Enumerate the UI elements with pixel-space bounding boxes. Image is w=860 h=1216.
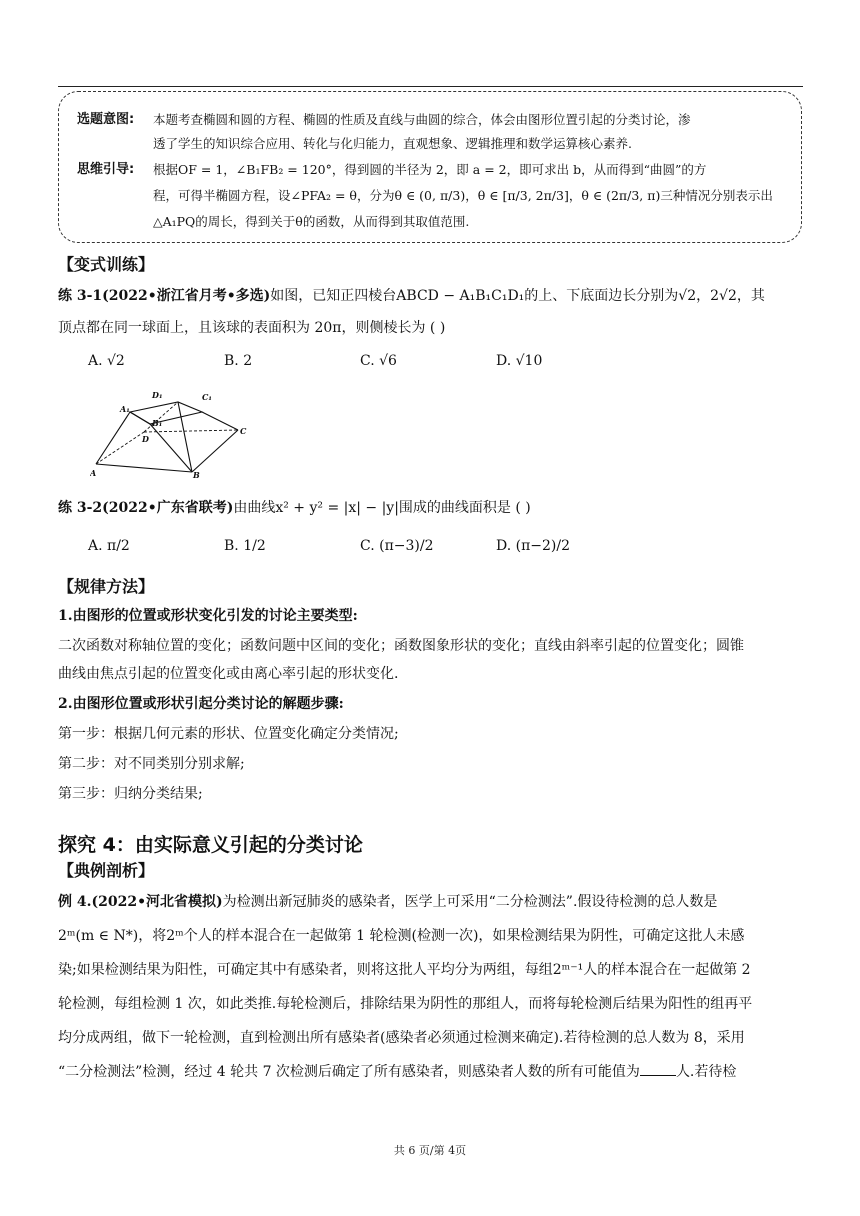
label-c: C bbox=[240, 426, 247, 436]
intent-key: 选题意图: bbox=[77, 112, 135, 127]
rule-heading-1: 1.由图形的位置或形状变化引发的讨论主要类型: bbox=[58, 608, 358, 624]
guide-line-3: △A₁PQ的周长，得到关于θ的函数，从而得到其取值范围. bbox=[153, 214, 470, 229]
rule-step-2: 第二步：对不同类别分别求解; bbox=[58, 756, 245, 772]
example-4-line-6 bbox=[58, 1062, 802, 1082]
example-4-line-1 bbox=[58, 892, 802, 912]
exercise-3-2-text: 由曲线x² + y² = |x| − |y|围成的曲线面积是 ( ) bbox=[233, 500, 531, 516]
label-a1: A₁ bbox=[120, 404, 130, 414]
intent-line-1: 本题考查椭圆和圆的方程、椭圆的性质及直线与曲圆的综合，体会由图形位置引起的分类讨论，渗 bbox=[153, 112, 691, 127]
section-variant-training: 【变式训练】 bbox=[58, 255, 155, 274]
page-footer: 共 6 页/第 4页 bbox=[393, 1144, 467, 1157]
exercise-3-2-line bbox=[58, 498, 802, 518]
example-4-text-6b: 人.若待检 bbox=[675, 1064, 737, 1080]
edge-aa1 bbox=[96, 412, 130, 464]
exercise-3-2-label: 练 3-2(2022•广东省联考) bbox=[58, 500, 234, 516]
edge-bc bbox=[192, 430, 238, 472]
frustum-figure bbox=[90, 384, 260, 478]
section-typical-example: 【典例剖析】 bbox=[58, 861, 155, 880]
label-d1: D₁ bbox=[152, 390, 163, 400]
label-b1: B₁ bbox=[152, 418, 163, 428]
option-a: A. √2 bbox=[88, 353, 125, 369]
example-4-text-1: 为检测出新冠肺炎的感染者，医学上可采用“二分检测法”.假设待检测的总人数是 bbox=[222, 894, 718, 910]
option-d: D. √10 bbox=[496, 353, 543, 369]
guide-key: 思维引导: bbox=[77, 162, 135, 177]
label-b: B bbox=[193, 470, 200, 478]
option-c: C. √6 bbox=[360, 353, 397, 369]
exercise-3-1-line-1 bbox=[58, 286, 802, 306]
example-4-line-5: 均分成两组，做下一轮检测，直到检测出所有感染者(感染者必须通过检测来确定).若待检测的总人数为 8，采用 bbox=[58, 1030, 745, 1046]
explore-4-title: 探究 4：由实际意义引起的分类讨论 bbox=[58, 834, 363, 856]
exercise-3-1-line-2: 顶点都在同一球面上，且该球的表面积为 20π，则侧棱长为 ( ) bbox=[58, 320, 446, 336]
rule-heading-2: 2.由图形位置或形状引起分类讨论的解题步骤: bbox=[58, 696, 344, 712]
rule-step-1: 第一步：根据几何元素的形状、位置变化确定分类情况; bbox=[58, 726, 399, 742]
option-a: A. π/2 bbox=[88, 538, 130, 554]
edge-cc1 bbox=[202, 412, 238, 430]
option-b: B. 1/2 bbox=[224, 538, 266, 554]
edge-ab bbox=[96, 464, 192, 472]
example-4-line-4: 轮检测，每组检测 1 次，如此类推.每轮检测后，排除结果为阴性的那组人，而将每轮检测后结果为阳性的组再平 bbox=[58, 996, 753, 1012]
answer-blank bbox=[640, 1063, 676, 1076]
label-d: D bbox=[142, 434, 149, 444]
example-4-text-6a: “二分检测法”检测，经过 4 轮共 7 次检测后确定了所有感染者，则感染者人数的所有可能值为 bbox=[58, 1064, 640, 1080]
rule-paragraph-1a: 二次函数对称轴位置的变化；函数问题中区间的变化；函数图象形状的变化；直线由斜率引起的位置变化；圆锥 bbox=[58, 638, 744, 654]
edge-bb1 bbox=[178, 402, 192, 472]
option-d: D. (π−2)/2 bbox=[496, 538, 571, 554]
exercise-3-1-text-1: 如图，已知正四棱台ABCD − A₁B₁C₁D₁的上、下底面边长分别为√2，2√2，其 bbox=[270, 288, 765, 304]
edge-a1b1 bbox=[130, 412, 150, 424]
guide-line-1: 根据OF = 1，∠B₁FB₂ = 120°，得到圆的半径为 2，即 a = 2，即可求出 b，从而得到“曲圆”的方 bbox=[153, 162, 707, 177]
header-rule bbox=[58, 86, 803, 87]
label-a: A bbox=[90, 468, 97, 478]
example-4-line-2: 2ᵐ(m ∈ N*)，将2ᵐ个人的样本混合在一起做第 1 轮检测(检测一次)，如果检测结果为阴性，可确定这批人未感 bbox=[58, 928, 745, 944]
top-face bbox=[130, 402, 202, 424]
intent-line-2: 透了学生的知识综合应用、转化与化归能力，直观想象、逻辑推理和数学运算核心素养. bbox=[153, 136, 632, 151]
example-4-label: 例 4.(2022•河北省模拟) bbox=[58, 894, 223, 910]
guide-line-2: 程，可得半椭圆方程，设∠PFA₂ = θ，分为θ ∈ (0, π/3)，θ ∈ [π/3, 2π/3]，θ ∈ (2π/3, π)三种情况分别表示出 bbox=[153, 188, 773, 203]
exercise-3-1-label: 练 3-1(2022•浙江省月考•多选) bbox=[58, 288, 271, 304]
rule-step-3: 第三步：归纳分类结果; bbox=[58, 786, 203, 802]
hidden-edge-ad bbox=[96, 432, 144, 464]
example-4-line-3: 染;如果检测结果为阳性，可确定其中有感染者，则将这批人平均分为两组，每组2ᵐ⁻¹人的样本混合在一起做第 2 bbox=[58, 962, 751, 978]
option-c: C. (π−3)/2 bbox=[360, 538, 434, 554]
hidden-edge-dc bbox=[144, 430, 238, 432]
label-c1: C₁ bbox=[202, 392, 212, 402]
section-rule-method: 【规律方法】 bbox=[58, 577, 155, 596]
analysis-note-box bbox=[58, 91, 802, 243]
rule-paragraph-1b: 曲线由焦点引起的位置变化或由离心率引起的形状变化. bbox=[58, 666, 399, 682]
option-b: B. 2 bbox=[224, 353, 253, 369]
